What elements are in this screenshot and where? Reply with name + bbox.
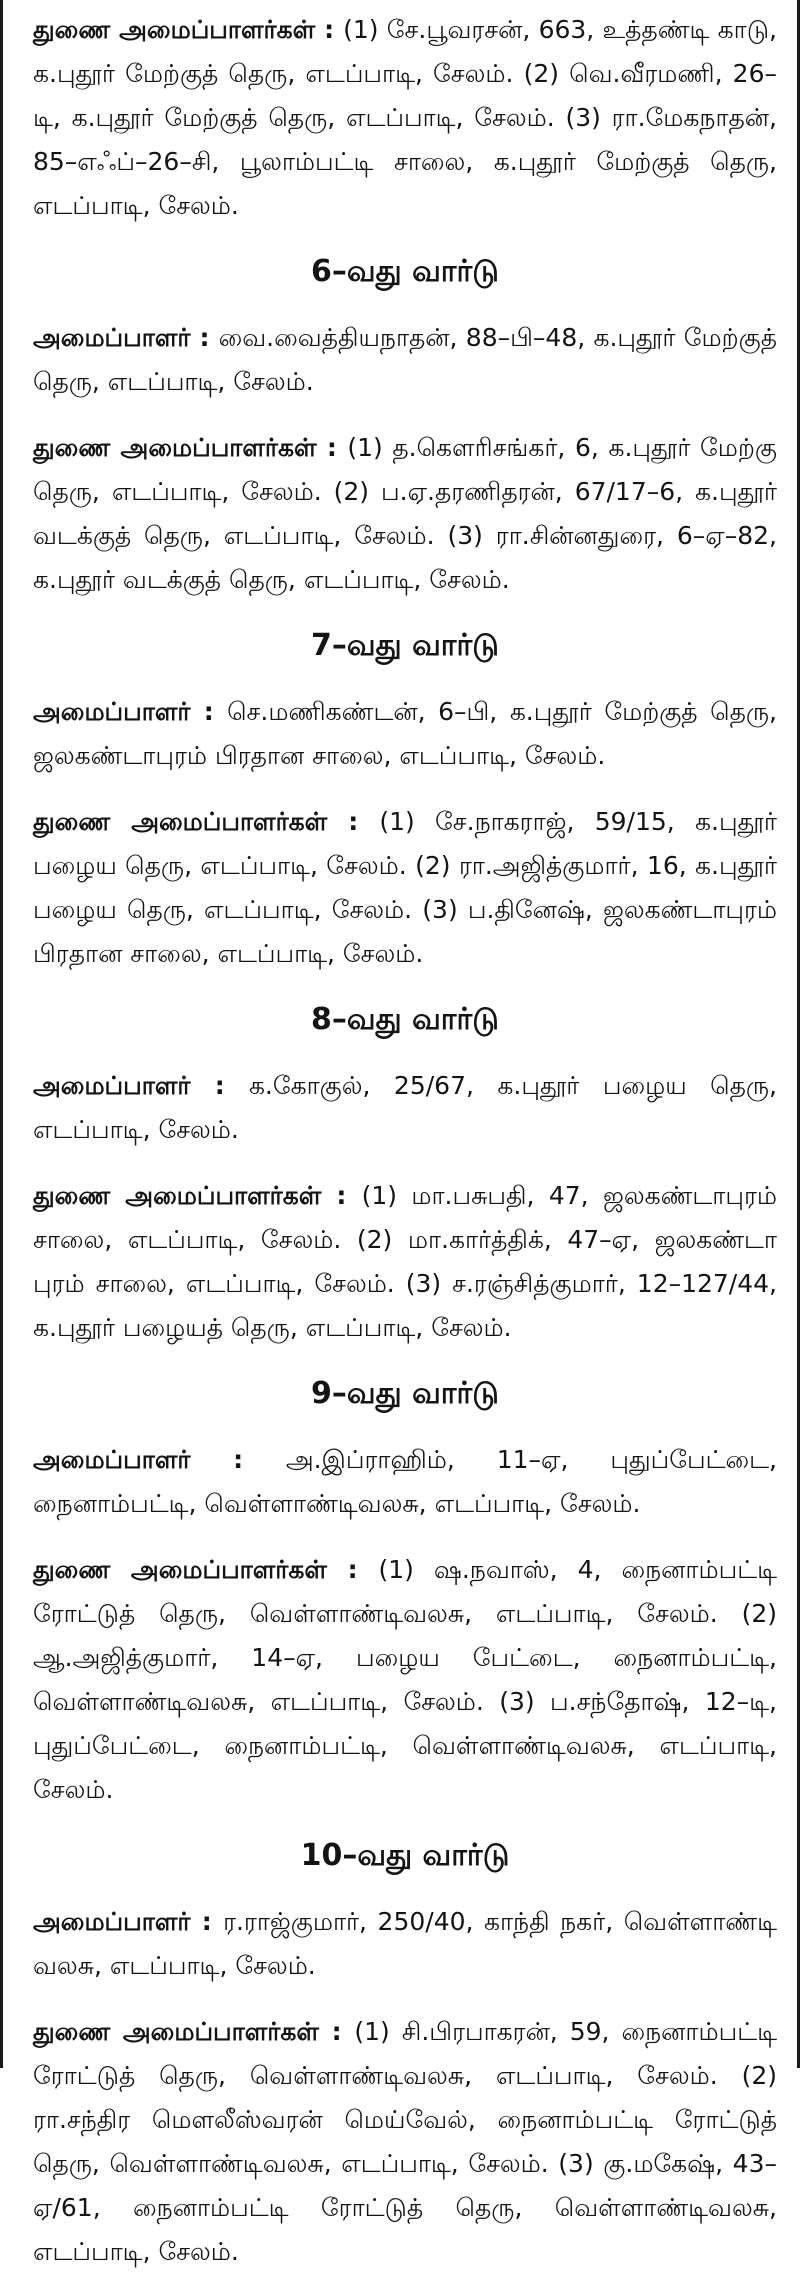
organizer-paragraph — [33, 316, 777, 404]
deputies-text: (1) மா.பசுபதி, 47, ஜலகண்டாபுரம் சாலை, எடப்பாடி, சேலம். (2) மா.கார்த்திக், 47–ஏ, ஜலகண்டா புரம் சாலை, எடப்பாடி, சேலம். (3) ச.ரஞ்சித்குமார், 12–127/44, க.புதூர் பழையத் தெரு, எடப்பாடி, சேலம். — [33, 1181, 777, 1342]
organizer-paragraph — [33, 1438, 777, 1526]
organizer-paragraph — [33, 690, 777, 778]
organizer-text: செ.மணிகண்டன், 6–பி, க.புதூர் மேற்குத் தெரு, ஜலகண்டாபுரம் பிரதான சாலை, எடப்பாடி, சேலம். — [33, 697, 777, 770]
ward-heading: 9–வது வார்டு — [311, 1376, 499, 1411]
organizer-label: அமைப்பாளர் : — [33, 1071, 249, 1100]
deputies-paragraph — [33, 8, 777, 228]
deputies-label: துணை அமைப்பாளர்கள் : — [33, 2017, 355, 2046]
deputies-text: (1) சே.பூவரசன், 663, உத்தண்டி காடு, க.புதூர் மேற்குத் தெரு, எடப்பாடி, சேலம். (2) வெ.வீரமணி, 26–டி, க.புதூர் மேற்குத் தெரு, எடப்பாடி, சேலம். (3) ரா.மேகநாதன், 85–எஃப்–26–சி, பூலாம்பட்டி சாலை, க.புதூர் மேற்குத் தெரு, எடப்பாடி, சேலம். — [33, 15, 777, 220]
deputies-label: துணை அமைப்பாளர்கள் : — [33, 807, 380, 836]
deputies-label: துணை அமைப்பாளர்கள் : — [33, 1181, 362, 1210]
organizer-label: அமைப்பாளர் : — [33, 323, 219, 352]
ward-heading: 8–வது வார்டு — [311, 1002, 499, 1037]
deputies-paragraph — [33, 1548, 777, 1812]
organizer-text: அ.இப்ராஹிம், 11–ஏ, புதுப்பேட்டை, நைனாம்பட்டி, வெள்ளாண்டிவலசு, எடப்பாடி, சேலம். — [33, 1445, 777, 1518]
organizer-text: வை.வைத்தியநாதன், 88–பி–48, க.புதூர் மேற்குத் தெரு, எடப்பாடி, சேலம். — [33, 323, 777, 396]
deputies-paragraph — [33, 426, 777, 602]
ward-heading: 10–வது வார்டு — [300, 1838, 510, 1873]
deputies-text: (1) த.கௌரிசங்கர், 6, க.புதூர் மேற்கு தெரு, எடப்பாடி, சேலம். (2) ப.ஏ.தரணிதரன், 67/17–6, க.புதூர் வடக்குத் தெரு, எடப்பாடி, சேலம். (3) ரா.சின்னதுரை, 6–ஏ–82, க.புதூர் வடக்குத் தெரு, எடப்பாடி, சேலம். — [33, 433, 777, 594]
organizer-paragraph — [33, 1064, 777, 1152]
ward-heading: 7–வது வார்டு — [311, 628, 499, 663]
deputies-label: துணை அமைப்பாளர்கள் : — [33, 433, 348, 462]
organizer-label: அமைப்பாளர் : — [33, 697, 228, 726]
organizer-label: அமைப்பாளர் : — [33, 1445, 286, 1474]
deputies-paragraph — [33, 800, 777, 976]
organizer-paragraph — [33, 1900, 777, 1988]
deputies-text: (1) சி.பிரபாகரன், 59, நைனாம்பட்டி ரோட்டுத் தெரு, வெள்ளாண்டிவலசு, எடப்பாடி, சேலம். (2) ரா.சந்திர மௌலீஸ்வரன் மெய்வேல், நைனாம்பட்டி ரோட்டுத் தெரு, வெள்ளாண்டிவலசு, எடப்பாடி, சேலம். (3) கு.மகேஷ், 43–ஏ/61, நைனாம்பட்டி ரோட்டுத் தெரு, வெள்ளாண்டிவலசு, எடப்பாடி, சேலம். — [33, 2017, 777, 2266]
ward-heading: 6–வது வார்டு — [311, 254, 499, 289]
deputies-text: (1) ஷ.நவாஸ், 4, நைனாம்பட்டி ரோட்டுத் தெரு, வெள்ளாண்டிவலசு, எடப்பாடி, சேலம். (2) ஆ.அஜித்குமார், 14–ஏ, பழைய பேட்டை, நைனாம்பட்டி, வெள்ளாண்டிவலசு, எடப்பாடி, சேலம். (3) ப.சந்தோஷ், 12–டி, புதுப்பேட்டை, நைனாம்பட்டி, வெள்ளாண்டிவலசு, எடப்பாடி, சேலம். — [33, 1555, 777, 1804]
organizer-text: க.கோகுல், 25/67, க.புதூர் பழைய தெரு, எடப்பாடி, சேலம். — [33, 1071, 777, 1144]
deputies-paragraph — [33, 2010, 777, 2274]
deputies-label: துணை அமைப்பாளர்கள் : — [33, 1555, 379, 1584]
organizer-text: ர.ராஜ்குமார், 250/40, காந்தி நகர், வெள்ளாண்டி வலசு, எடப்பாடி, சேலம். — [33, 1907, 777, 1980]
organizer-label: அமைப்பாளர் : — [33, 1907, 224, 1936]
deputies-text: (1) சே.நாகராஜ், 59/15, க.புதூர் பழைய தெரு, எடப்பாடி, சேலம். (2) ரா.அஜித்குமார், 16, க.புதூர் பழைய தெரு, எடப்பாடி, சேலம். (3) ப.தினேஷ், ஜலகண்டாபுரம் பிரதான சாலை, எடப்பாடி, சேலம். — [33, 807, 777, 968]
deputies-label: துணை அமைப்பாளர்கள் : — [33, 15, 344, 44]
deputies-paragraph — [33, 1174, 777, 1350]
